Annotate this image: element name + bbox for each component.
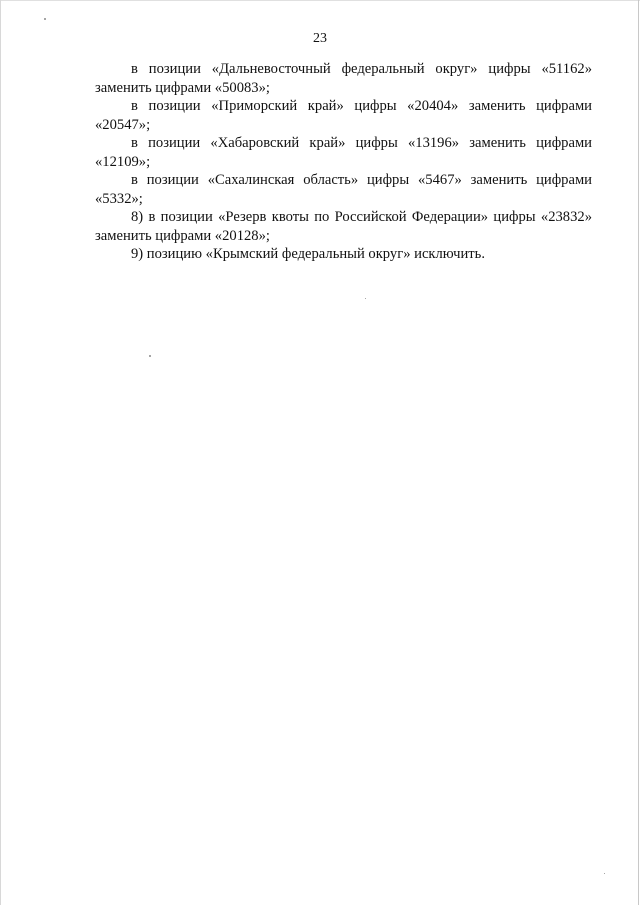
paragraph-khabarovsk-krai: в позиции «Хабаровский край» цифры «13196» заменить цифрами «12109»; [95,135,592,170]
page-edge-left [0,0,1,905]
paragraph-item-9-crimean-district: 9) позицию «Крымский федеральный округ» исключить. [131,246,485,262]
scan-speck [365,298,366,299]
page-number: 23 [313,31,327,46]
scan-speck [604,873,605,874]
paragraph-item-8-reserve-quota: 8) в позиции «Резерв квоты по Российской Федерации» цифры «23832» заменить цифрами «20128»; [95,209,592,244]
paragraph-primorsky-krai: в позиции «Приморский край» цифры «20404» заменить цифрами «20547»; [95,98,592,133]
scan-speck [44,18,46,20]
paragraph-sakhalin-oblast: в позиции «Сахалинская область» цифры «5467» заменить цифрами «5332»; [95,172,592,207]
scan-speck [149,355,151,357]
page-edge-top [0,0,640,1]
page-edge-right [638,0,639,905]
paragraph-far-eastern-district: в позиции «Дальневосточный федеральный округ» цифры «51162» заменить цифрами «50083»; [95,61,592,96]
document-body [95,60,592,264]
